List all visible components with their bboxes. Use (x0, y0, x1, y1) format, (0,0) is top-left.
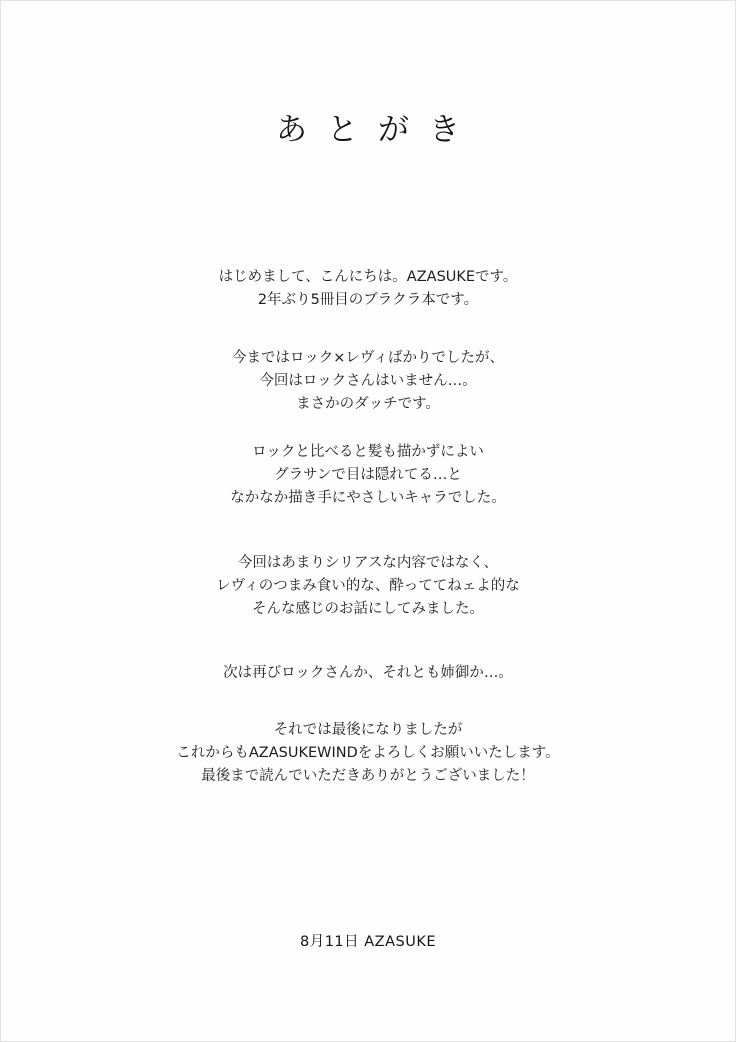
text-line: まさかのダッチです。 (296, 396, 440, 412)
paragraph-intro (0, 266, 736, 312)
text-line: なかなか描き手にやさしいキャラでした。 (230, 490, 506, 506)
paragraph-about-characters (0, 347, 736, 416)
text-line: これからもAZASUKEWINDをよろしくお願いいたします。 (176, 745, 560, 761)
text-line: ロックと比べると髪も描かずによい (252, 444, 484, 460)
text-line: 今回はロックさんはいません…。 (259, 373, 477, 389)
text-line: はじめまして、こんにちは。AZASUKEです。 (218, 269, 518, 285)
text-line: 最後まで読んでいただきありがとうございました！ (201, 768, 535, 784)
paragraph-closing (0, 719, 736, 788)
text-line: それでは最後になりましたが (273, 722, 463, 738)
text-line: 2年ぶり5冊目のブラクラ本です。 (257, 292, 479, 308)
page-title: あとがき (276, 112, 480, 148)
text-line: レヴィのつまみ食い的な、酔っててねェよ的な (216, 578, 520, 594)
paragraph-next-time (0, 662, 736, 685)
text-line: グラサンで目は隠れてる…と (274, 467, 462, 483)
signature: 8月11日 AZASUKE (299, 934, 437, 950)
text-line: 今まではロック×レヴィばかりでしたが、 (232, 350, 504, 366)
text-line: そんな感じのお話にしてみました。 (252, 601, 484, 617)
text-line: 次は再びロックさんか、それとも姉御か…。 (223, 665, 513, 681)
paragraph-drawing-notes (0, 441, 736, 510)
paragraph-story-notes (0, 552, 736, 621)
text-line: 今回はあまりシリアスな内容ではなく、 (237, 555, 499, 571)
